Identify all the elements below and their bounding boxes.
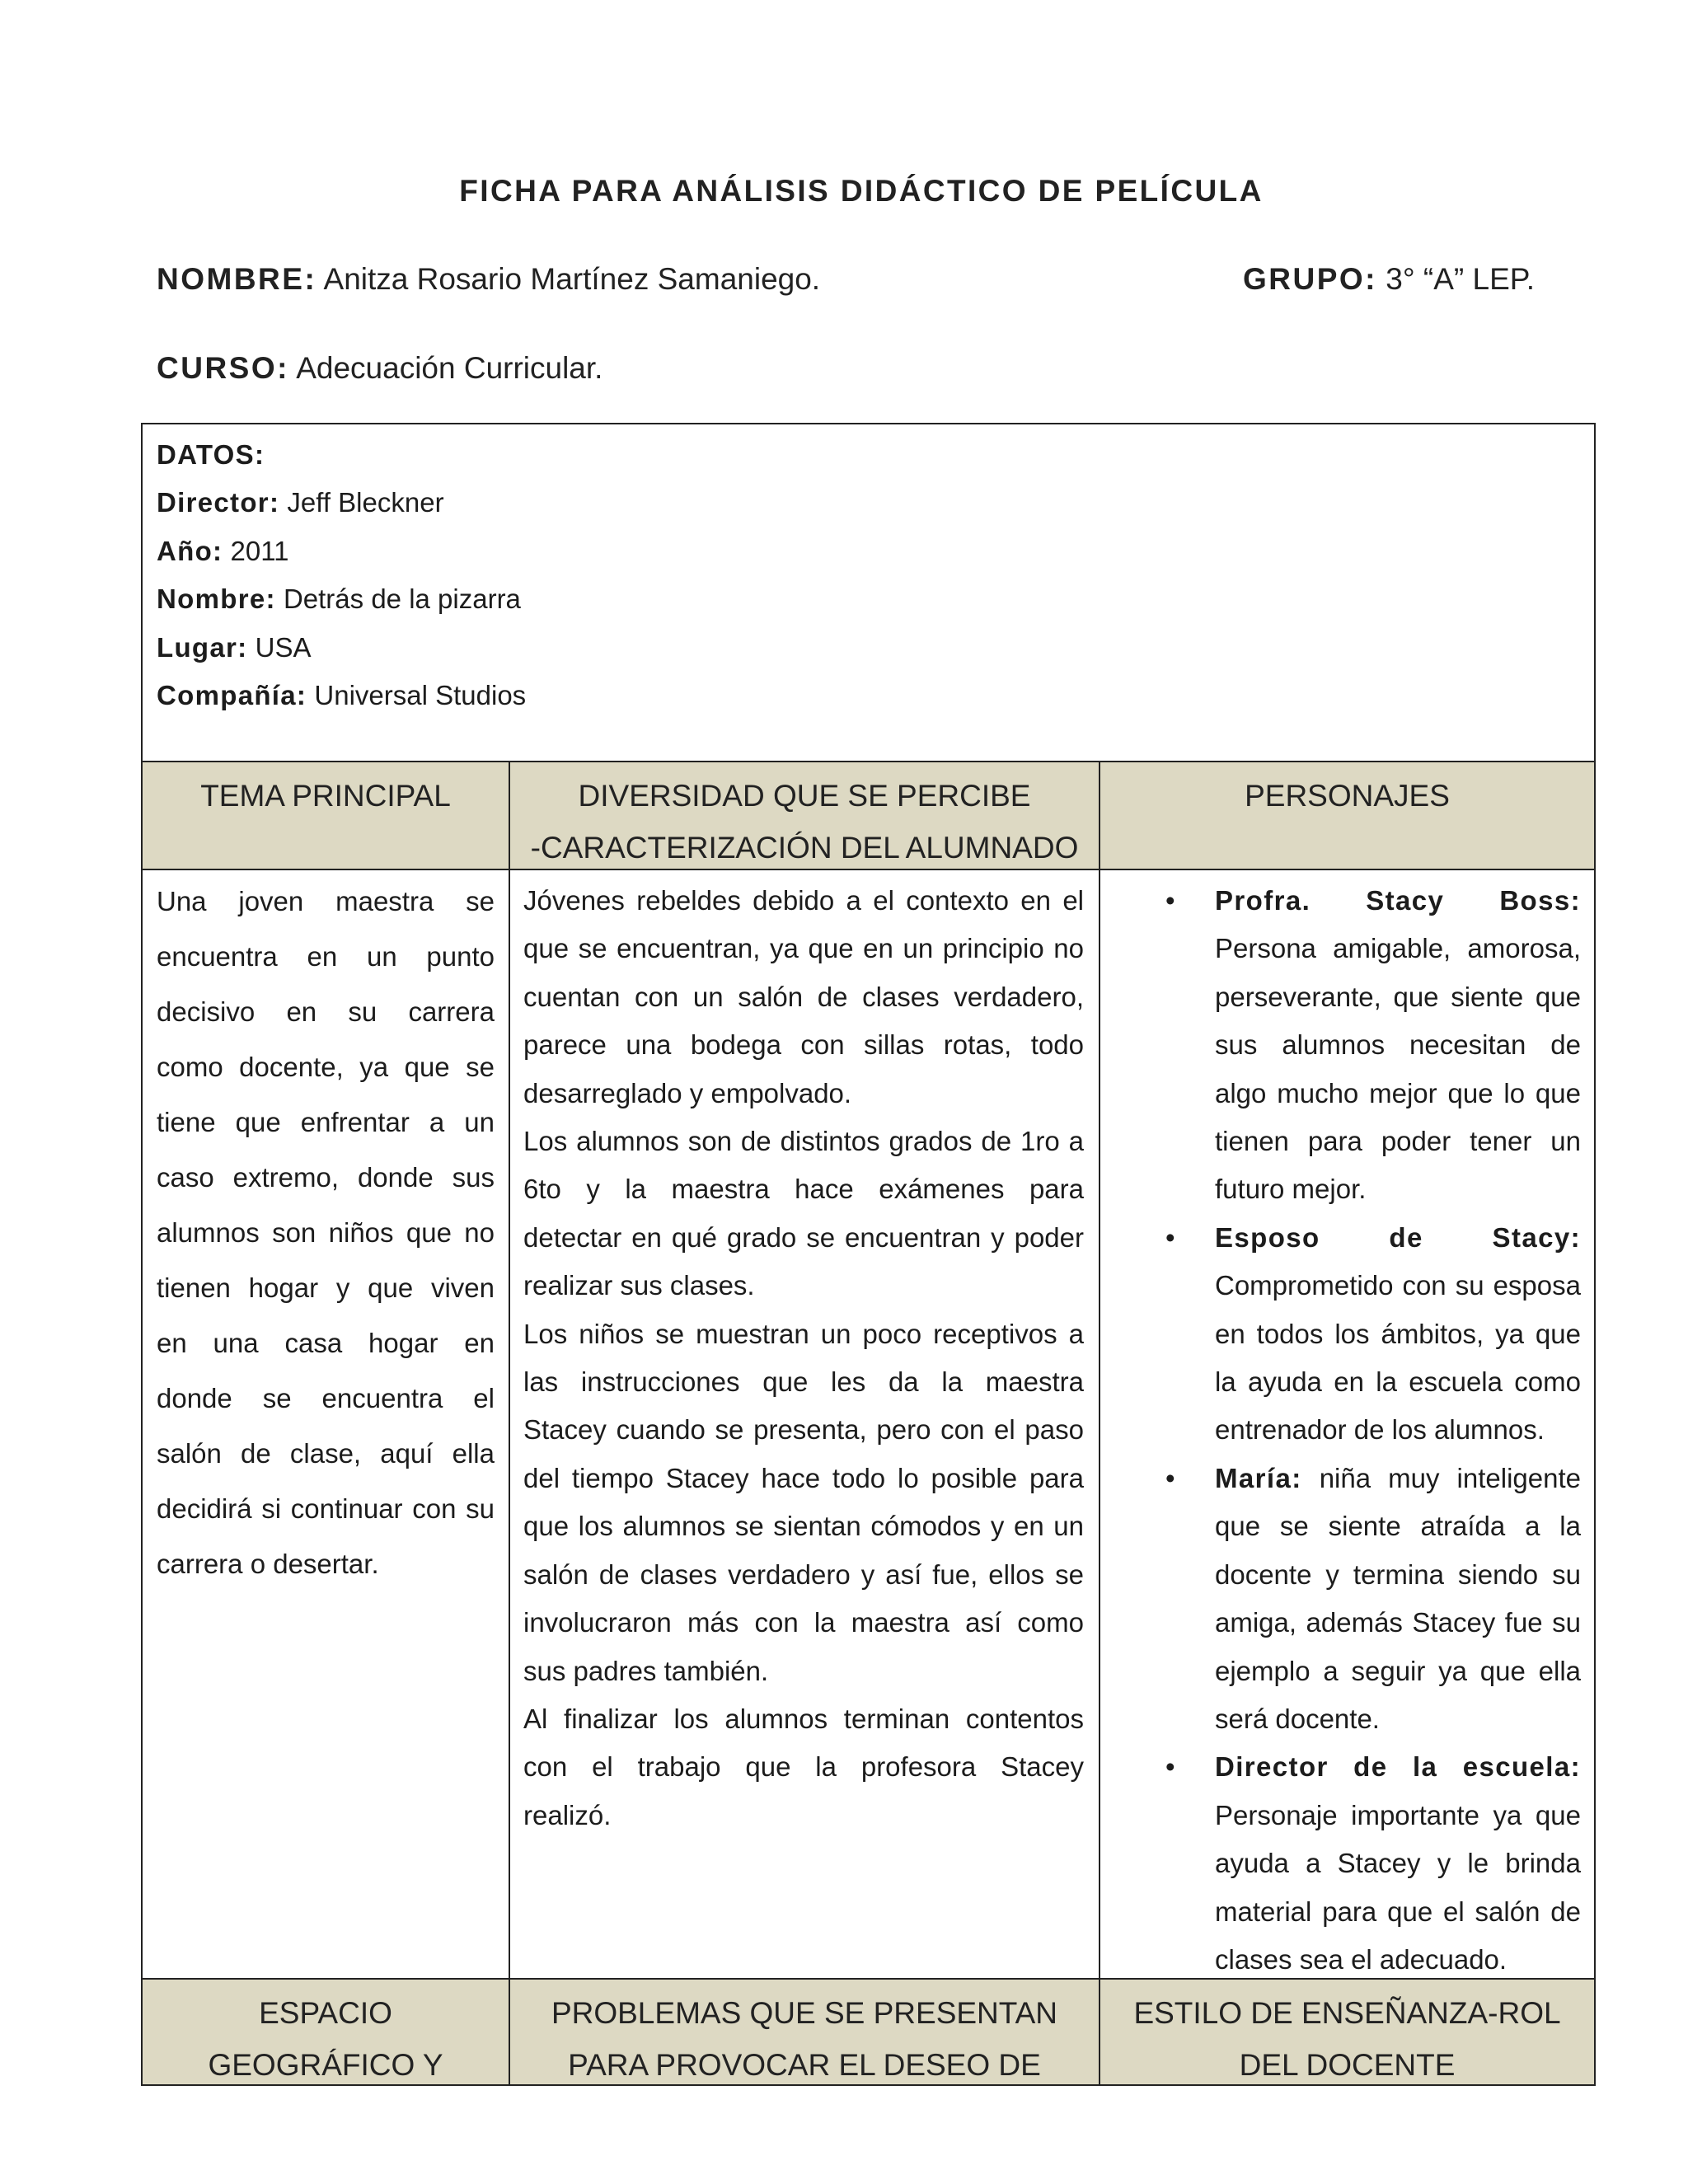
bullet-icon: • [1165,1751,1175,1783]
datos-heading: DATOS: [157,439,265,470]
header-problemas [509,1978,1100,2086]
text-line: Comprometido con su esposa [1215,1270,1581,1301]
datos-label: Año: [157,535,223,566]
text-line: sus alumnos necesitan de [1215,1029,1581,1061]
text-line: entrenador de los alumnos. [1215,1414,1545,1446]
text-line: salón de clase, aquí ella [157,1438,495,1469]
text-line: parece una bodega con sillas rotas, todo [523,1029,1084,1061]
header-line: ESPACIO [259,1996,392,2030]
text-line: 6to y la maestra hace exámenes para [523,1174,1084,1205]
header-line: -CARACTERIZACIÓN DEL ALUMNADO [530,830,1079,865]
text-line: carrera o desertar. [157,1549,379,1579]
text-line: desarreglado y empolvado. [523,1077,852,1108]
grupo-field [1243,260,1535,298]
text-line: tienen para poder tener un [1215,1126,1581,1157]
document-title: FICHA PARA ANÁLISIS DIDÁCTICO DE PELÍCULA [459,174,1264,208]
text-line: del tiempo Stacey hace todo lo posible para [523,1462,1084,1493]
datos-row [157,624,1580,672]
text-line: realizó. [523,1799,612,1830]
nombre-field [157,260,820,298]
curso-label: CURSO: [157,351,289,385]
bullet-icon: • [1165,885,1175,916]
text-line: sus padres también. [523,1655,769,1686]
list-item-title [1165,877,1581,925]
text-line: ejemplo a seguir ya que ella [1215,1655,1581,1686]
text-line: futuro mejor. [1215,1174,1367,1205]
text-line: Persona amigable, amorosa, [1215,933,1581,964]
datos-value: 2011 [230,535,289,566]
datos-value: Detrás de la pizarra [283,583,521,615]
text-line: encuentra en un punto [157,941,495,972]
diversidad-cell [509,869,1100,1980]
datos-value: USA [255,631,312,663]
tema-principal-cell [141,869,510,1980]
text-line: Al finalizar los alumnos terminan contentos [523,1703,1084,1734]
personajes-cell [1099,869,1596,1980]
datos-row [157,672,1580,719]
curso-field [157,349,603,387]
datos-label: Lugar: [157,631,248,663]
text-line: en una casa hogar en [157,1328,495,1358]
text-fragment: niña muy inteligente [1319,1462,1581,1493]
header-line: PARA PROVOCAR EL DESEO DE [568,2047,1041,2082]
text-line: Una joven maestra se [157,886,495,916]
text-line: tiene que enfrentar a un [157,1107,495,1137]
text-line: caso extremo, donde sus [157,1162,495,1193]
text-line: realizar sus clases. [523,1270,755,1301]
header-line: DEL DOCENTE [1239,2047,1456,2082]
text-line: Jóvenes rebeldes debido a el contexto en el [523,885,1084,916]
datos-heading-line [157,431,1580,479]
text-line: que se siente atraída a la [1215,1511,1581,1542]
datos-label: Director: [157,487,280,518]
text-line: Stacey cuando se presenta, pero con el paso [523,1414,1084,1446]
text-line: Personaje importante ya que [1215,1799,1581,1830]
header-line: PERSONAJES [1245,779,1450,813]
header-espacio [141,1978,510,2086]
text-line: perseverante, que siente que [1215,981,1581,1012]
character-name: María: [1215,1462,1302,1493]
text-line: ayuda a Stacey y le brinda [1215,1848,1581,1879]
text-line: la ayuda en la escuela como [1215,1366,1581,1398]
character-name: Profra. Stacy Boss: [1215,885,1581,916]
text-line: decisivo en su carrera [157,996,495,1027]
header-estilo [1099,1978,1596,2086]
text-line: cuentan con un salón de clases verdadero, [523,981,1084,1012]
text-line: las instrucciones que les da la maestra [523,1366,1084,1398]
datos-label: Nombre: [157,583,276,615]
text-line: Los niños se muestran un poco receptivos a [523,1318,1084,1349]
header-line: TEMA PRINCIPAL [200,779,451,813]
datos-label: Compañía: [157,680,307,711]
datos-row [157,575,1580,623]
grupo-label: GRUPO: [1243,262,1377,296]
text-line: detectar en qué grado se encuentran y poder [523,1221,1084,1253]
bullet-icon: • [1165,1462,1175,1493]
text-line: docente y termina siendo su [1215,1558,1581,1590]
character-name: Director de la escuela: [1215,1751,1581,1783]
text-line: que se encuentran, ya que en un principio no [523,933,1084,964]
text-line: que los alumnos se sientan cómodos y en un [523,1511,1084,1542]
text-line: algo mucho mejor que lo que [1215,1077,1581,1108]
header-diversidad [509,761,1100,870]
text-line: donde se encuentra el [157,1383,495,1413]
list-item-title [1165,1743,1581,1791]
text-line: clases sea el adecuado. [1215,1943,1507,1975]
header-tema-principal [141,761,510,870]
text-line: en todos los ámbitos, ya que [1215,1318,1581,1349]
text-line: material para que el salón de [1215,1896,1581,1927]
datos-value: Jeff Bleckner [287,487,444,518]
text-line: será docente. [1215,1703,1380,1734]
datos-row [157,479,1580,527]
text-line: tienen hogar y que viven [157,1272,495,1303]
list-item-title [1165,1455,1581,1502]
text-line: salón de clases verdadero y así fue, ellos se [523,1558,1084,1590]
datos-row [157,527,1580,575]
header-personajes [1099,761,1596,870]
text-line: Los alumnos son de distintos grados de 1ro a [523,1126,1084,1157]
bullet-icon: • [1165,1221,1175,1253]
text-line: amiga, además Stacey fue su [1215,1607,1581,1638]
text-line: decidirá si continuar con su [157,1493,495,1524]
list-item-title [1165,1214,1581,1262]
header-line: PROBLEMAS QUE SE PRESENTAN [551,1996,1058,2030]
header-line: GEOGRÁFICO Y [208,2047,443,2082]
text-line: como docente, ya que se [157,1052,495,1082]
datos-cell [141,423,1596,762]
header-line: DIVERSIDAD QUE SE PERCIBE [578,779,1031,813]
text-line: alumnos son niños que no [157,1217,495,1248]
text-line: involucraron más con la maestra así como [523,1607,1084,1638]
header-line: ESTILO DE ENSEÑANZA-ROL [1133,1996,1561,2030]
nombre-label: NOMBRE: [157,262,317,296]
character-name: Esposo de Stacy: [1215,1221,1581,1253]
grupo-value: 3° “A” LEP. [1386,262,1535,296]
text-line: con el trabajo que la profesora Stacey [523,1751,1084,1783]
nombre-value: Anitza Rosario Martínez Samaniego. [323,262,821,296]
datos-value: Universal Studios [314,680,527,711]
curso-value: Adecuación Curricular. [296,351,603,385]
